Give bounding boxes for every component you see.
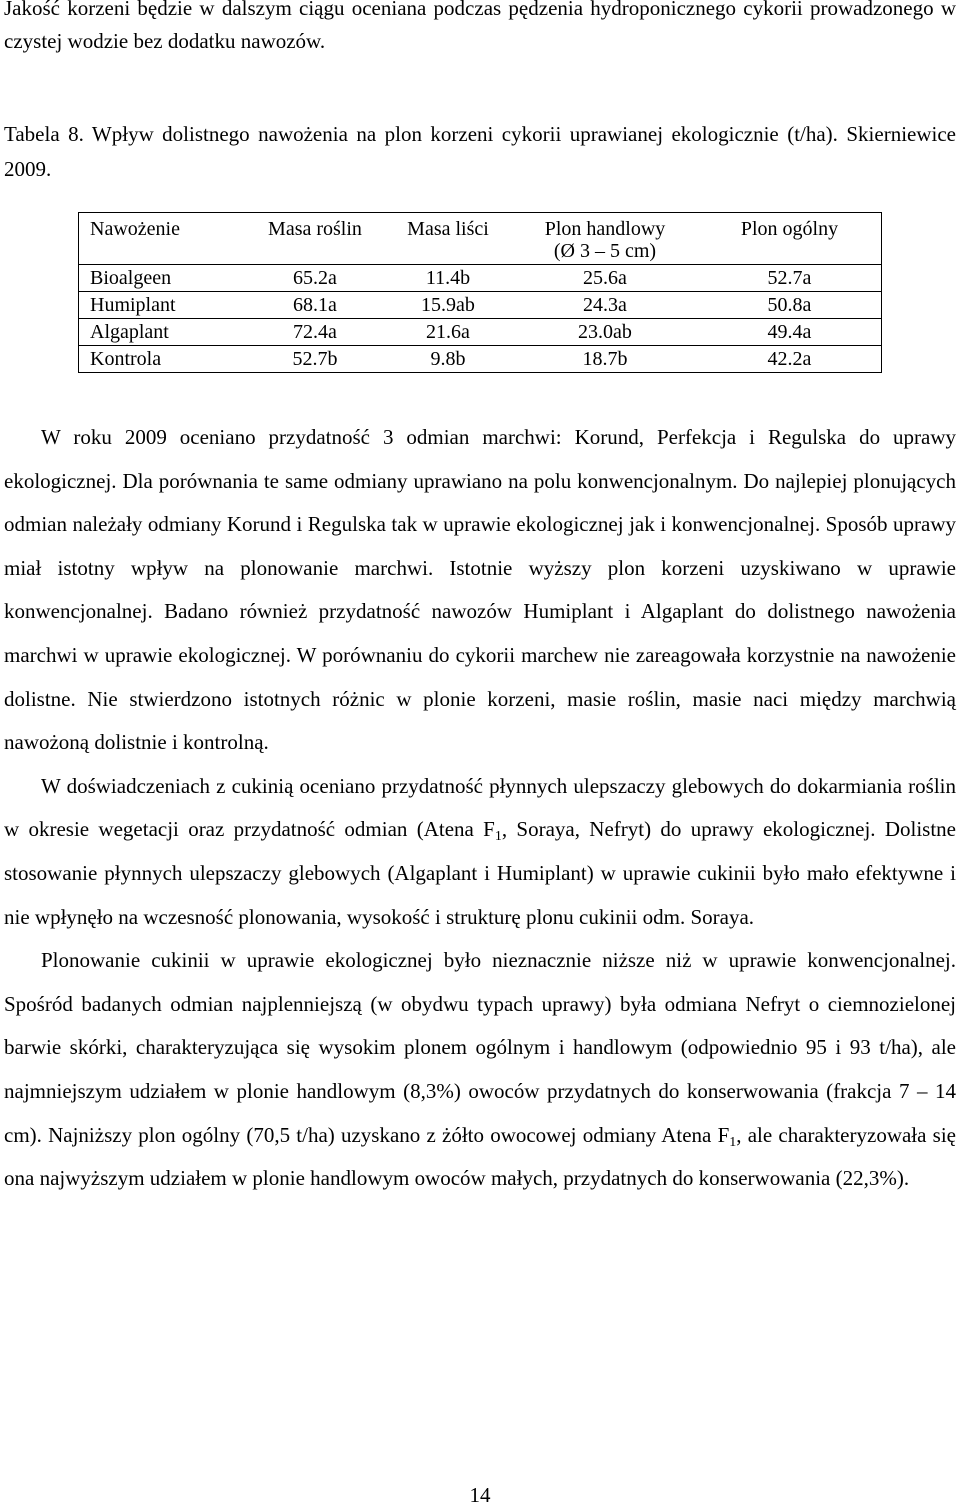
table-cell: 23.0ab	[578, 321, 632, 343]
row-label: Bioalgeen	[90, 267, 172, 289]
row-label: Algaplant	[90, 321, 169, 343]
paragraph-carrot: W roku 2009 oceniano przydatność 3 odmian marchwi: Korund, Perfekcja i Regulska do uprawy ekologicznej. Dla porównania te same odmiany uprawiano na polu konwencjonalnym. Do najlepiej plonujących odmian należały odmiany Korund i Regulska tak w uprawie ekologicznej jak i konwencjonalnej. Sposób uprawy miał istotny wpływ na plonowanie marchwi. Istotnie wyższy plon korzeni uzyskiwano w uprawie konwencjonalnej. Badano również przydatność nawozów Humiplant i Algaplant do dolistnego nawożenia marchwi w uprawie ekologicznej. W porównaniu do cykorii marchew nie zareagowała korzystnie na nawożenie dolistne. Nie stwierdzono istotnych różnic w plonie korzeni, masie roślin, masie naci między marchwią nawożoną dolistnie i kontrolną.	[4, 425, 956, 755]
hybrid-subscript: 1	[494, 829, 502, 845]
table-row	[79, 319, 882, 346]
paragraph-zucchini-yield	[4, 939, 956, 1201]
paragraph-zucchini-yield-part2: , ale charakteryzowała się ona najwyższym udziałem w plonie handlowym owoców małych, przydatnych do konserwowania (22,3%).	[4, 1122, 956, 1191]
body-text	[4, 416, 956, 1201]
yield-table	[78, 212, 882, 373]
table-cell: 50.8a	[767, 294, 812, 316]
table-cell: 65.2a	[293, 267, 337, 289]
page-number: 14	[469, 1483, 491, 1507]
table-cell: 15.9ab	[421, 294, 475, 316]
table-cell: 42.2a	[767, 348, 812, 370]
table-cell: 68.1a	[293, 294, 337, 316]
paragraph-zucchini-fertilizers-part2: , Soraya, Nefryt) do uprawy ekologicznej. Dolistne stosowanie płynnych ulepszaczy glebowych (Algaplant i Humiplant) w uprawie cukinii było mało efektywne i nie wpłynęło na wczesność plonowania, wysokość i strukturę plonu cukinii odm. Soraya.	[4, 817, 956, 929]
table-cell: 25.6a	[583, 267, 627, 289]
table-body	[79, 265, 882, 373]
paragraph-zucchini-fertilizers	[4, 765, 956, 939]
table-cell: 52.7b	[292, 348, 338, 370]
header-plant-mass: Masa roślin	[268, 218, 362, 240]
table-cell: 9.8b	[430, 348, 466, 370]
table-row	[79, 346, 882, 373]
paragraph-zucchini-yield-part1: Plonowanie cukinii w uprawie ekologicznej było nieznacznie niższe niż w uprawie konwencjonalnej. Spośród badanych odmian najplenniejszą (w obydwu typach uprawy) była odmiana Nefryt o ciemnozielonej barwie skórki, charakteryzująca się wysokim plonem ogólnym i handlowym (odpowiednio 95 i 93 t/ha), ale najmniejszym udziałem w plonie handlowym (8,3%) owoców przydatnych do konserwowania (frakcja 7 – 14 cm). Najniższy plon ogólny (70,5 t/ha) uzyskano z żółto owocowej odmiany Atena F	[4, 948, 956, 1147]
intro-block	[4, 0, 956, 58]
row-label: Humiplant	[90, 294, 176, 316]
row-label: Kontrola	[90, 348, 162, 370]
header-leaf-mass: Masa liści	[407, 218, 489, 240]
intro-paragraph: Jakość korzeni będzie w dalszym ciągu oceniana podczas pędzenia hydroponicznego cykorii prowadzonego w czystej wodzie bez dodatku nawozów.	[4, 0, 956, 53]
table-caption: Tabela 8. Wpływ dolistnego nawożenia na plon korzeni cykorii uprawianej ekologicznie (t/ha). Skierniewice 2009.	[4, 122, 956, 181]
table-cell: 24.3a	[583, 294, 627, 316]
header-marketable-yield	[512, 213, 698, 265]
table-cell: 11.4b	[425, 267, 471, 289]
header-total-yield: Plon ogólny	[740, 218, 839, 240]
table-cell: 49.4a	[767, 321, 812, 343]
paragraph-zucchini-fertilizers-part1: W doświadczeniach z cukinią oceniano przydatność płynnych ulepszaczy glebowych do dokarmiania roślin w okresie wegetacji oraz przydatność odmian (Atena F	[4, 773, 956, 842]
table-cell: 72.4a	[293, 321, 337, 343]
table-cell: 21.6a	[426, 321, 470, 343]
header-fertilization: Nawożenie	[90, 218, 180, 240]
hybrid-subscript: 1	[729, 1134, 737, 1150]
table-row	[79, 292, 882, 319]
table-caption-block	[4, 117, 956, 187]
table-cell: 52.7a	[767, 267, 812, 289]
table-header	[79, 213, 882, 265]
header-marketable-yield-label: Plon handlowy	[544, 218, 666, 240]
header-marketable-yield-range: (Ø 3 – 5 cm)	[553, 240, 657, 262]
table-row	[79, 265, 882, 292]
table-cell: 18.7b	[582, 348, 628, 370]
